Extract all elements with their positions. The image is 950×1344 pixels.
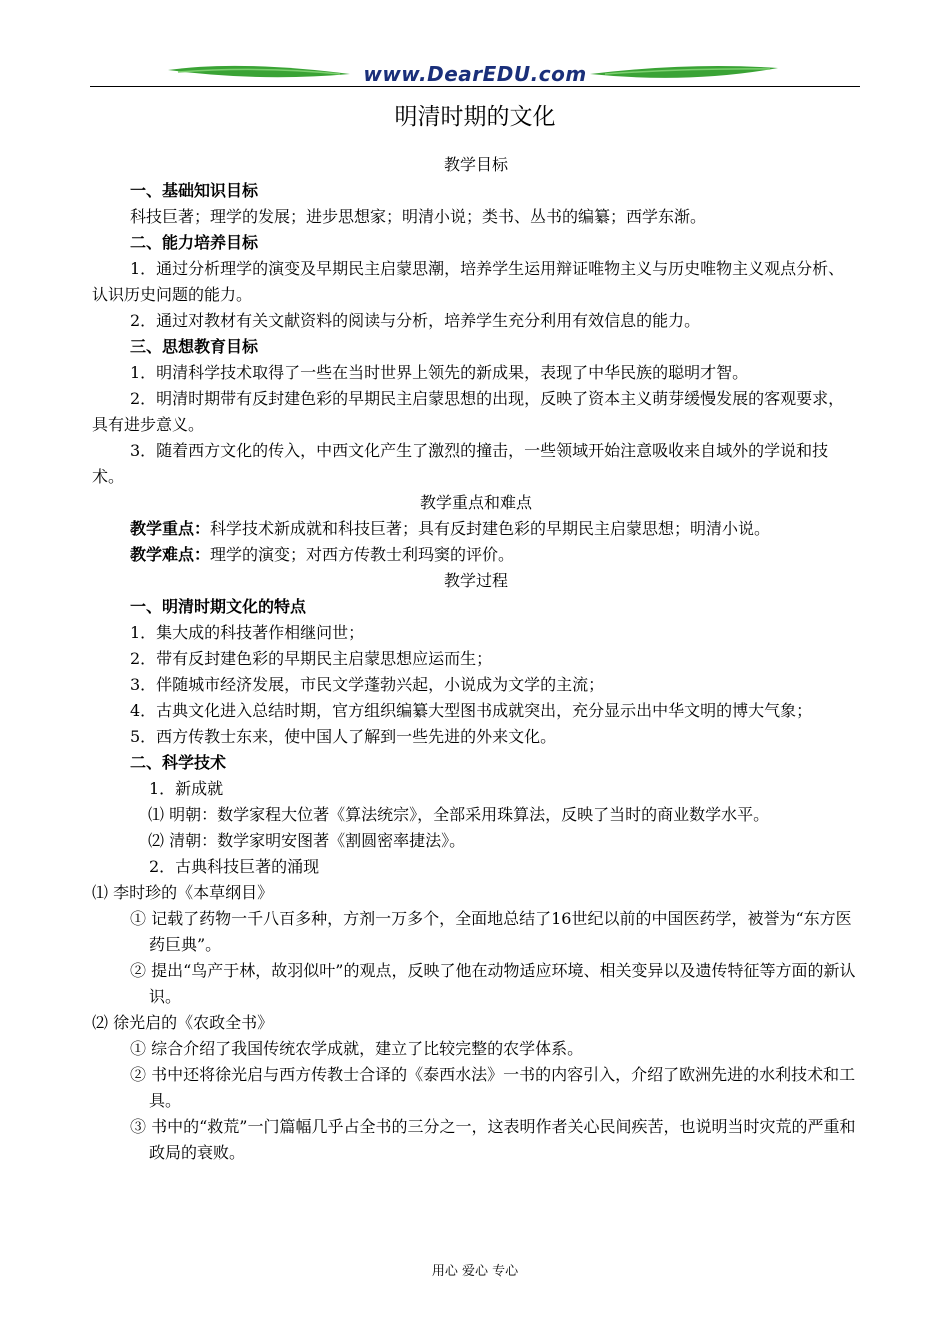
achievement-ming: ⑴ 明朝：数学家程大位著《算法统宗》，全部采用珠算法，反映了当时的商业数学水平。: [148, 805, 770, 824]
process-2-heading: 二、科学技术: [130, 753, 227, 772]
page-footer: 用心 爱心 专心: [431, 1264, 519, 1279]
key-points: [92, 516, 860, 542]
feature-item: 1．集大成的科技著作相继问世；: [130, 623, 365, 642]
key-points-label: 教学重点：: [130, 519, 211, 538]
feature-item: 2．带有反封建色彩的早期民主启蒙思想应运而生；: [130, 649, 493, 668]
section-3-item: 3．随着西方文化的传入，中西文化产生了激烈的撞击，一些领域开始注意吸收来自域外的学说和技术。: [92, 441, 829, 486]
feature-item: 3．伴随城市经济发展，市民文学蓬勃兴起，小说成为文学的主流；: [130, 675, 605, 694]
book-2-point: ③ 书中的“救荒”一门篇幅几乎占全书的三分之一，这表明作者关心民间疾苦，也说明当时灾荒的严重和政局的衰败。: [130, 1117, 856, 1162]
goals-heading: 教学目标: [443, 155, 508, 174]
key-points-text: 科学技术新成就和科技巨著；具有反封建色彩的早期民主启蒙思想；明清小说。: [210, 519, 771, 538]
book-nongzheng-quanshu: ⑵ 徐光启的《农政全书》: [92, 1013, 274, 1032]
difficult-points: [92, 542, 860, 568]
section-1-heading: 一、基础知识目标: [130, 181, 259, 200]
key-points-heading: 教学重点和难点: [419, 493, 532, 512]
page-title: 明清时期的文化: [394, 104, 556, 130]
section-3-heading: 三、思想教育目标: [130, 337, 259, 356]
section-2-heading: 二、能力培养目标: [130, 233, 259, 252]
document-body: [92, 152, 860, 1166]
process-heading: 教学过程: [443, 571, 508, 590]
process-1-heading: 一、明清时期文化的特点: [130, 597, 307, 616]
subheading-new-achievements: 1．新成就: [149, 779, 224, 798]
section-2-item: 2．通过对教材有关文献资料的阅读与分析，培养学生充分利用有效信息的能力。: [130, 311, 701, 330]
site-banner: [90, 60, 860, 92]
section-3-item: 1．明清科学技术取得了一些在当时世界上领先的新成果，表现了中华民族的聪明才智。: [130, 363, 749, 382]
book-1-point: ① 记载了药物一千八百多种，方剂一万多个，全面地总结了16世纪以前的中国医药学，被誉为“东方医药巨典”。: [130, 909, 852, 954]
book-2-point: ① 综合介绍了我国传统农学成就，建立了比较完整的农学体系。: [130, 1039, 584, 1058]
header-rule: [90, 86, 860, 87]
section-2-item: 1．通过分析理学的演变及早期民主启蒙思潮，培养学生运用辩证唯物主义与历史唯物主义观点分析、认识历史问题的能力。: [92, 259, 845, 304]
feature-item: 5．西方传教士东来，使中国人了解到一些先进的外来文化。: [130, 727, 557, 746]
difficult-points-label: 教学难点：: [130, 545, 211, 564]
section-3-item: 2．明清时期带有反封建色彩的早期民主启蒙思想的出现，反映了资本主义萌芽缓慢发展的客观要求，具有进步意义。: [92, 389, 845, 434]
book-bencao-gangmu: ⑴ 李时珍的《本草纲目》: [92, 883, 274, 902]
book-2-point: ② 书中还将徐光启与西方传教士合译的《泰西水法》一书的内容引入，介绍了欧洲先进的水利技术和工具。: [130, 1065, 856, 1110]
subheading-classic-works: 2．古典科技巨著的涌现: [149, 857, 320, 876]
difficult-points-text: 理学的演变；对西方传教士利玛窦的评价。: [210, 545, 515, 564]
section-1-text: 科技巨著；理学的发展；进步思想家；明清小说；类书、丛书的编纂；西学东渐。: [130, 207, 707, 226]
achievement-qing: ⑵ 清朝：数学家明安图著《割圆密率捷法》。: [148, 831, 466, 850]
book-1-point: ② 提出“鸟产于林，故羽似叶”的观点，反映了他在动物适应环境、相关变异以及遗传特征等方面的新认识。: [130, 961, 856, 1006]
feature-item: 4．古典文化进入总结时期，官方组织编纂大型图书成就突出，充分显示出中华文明的博大气象；: [130, 701, 813, 720]
site-logo-text: www.DearEDU.com: [363, 62, 587, 86]
